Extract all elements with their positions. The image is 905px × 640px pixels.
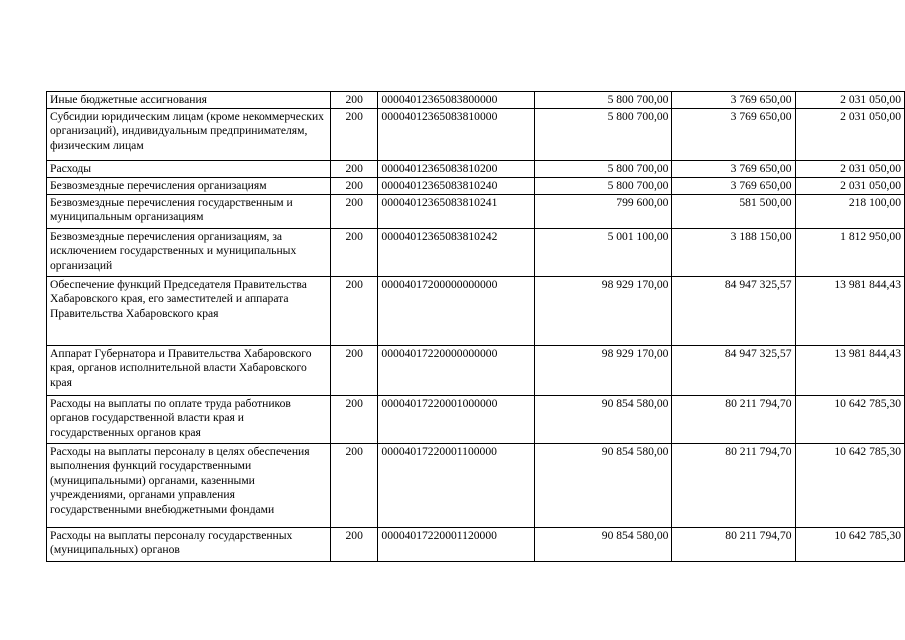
row-unexecuted-cell: 2 031 050,00: [795, 177, 904, 194]
row-code-cell: 200: [330, 194, 377, 228]
row-code-cell: 200: [330, 92, 377, 109]
row-classification-cell: 00004017220001000000: [378, 395, 534, 443]
row-assigned-cell: 98 929 170,00: [534, 276, 672, 345]
row-executed-cell: 3 769 650,00: [672, 92, 795, 109]
row-classification-cell: 00004012365083810242: [378, 228, 534, 276]
row-name-cell: Расходы на выплаты по оплате труда работников органов государственной власти края и государственных органов края: [47, 395, 331, 443]
row-name-cell: Обеспечение функций Председателя Правительства Хабаровского края, его заместителей и аппарата Правительства Хабаровского края: [47, 276, 331, 345]
row-classification-cell: 00004012365083810241: [378, 194, 534, 228]
row-unexecuted-cell: 1 812 950,00: [795, 228, 904, 276]
row-classification-cell: 00004012365083800000: [378, 92, 534, 109]
row-classification-cell: 00004012365083810000: [378, 108, 534, 160]
row-classification-cell: 00004017220000000000: [378, 345, 534, 395]
row-unexecuted-cell: 13 981 844,43: [795, 276, 904, 345]
row-executed-cell: 3 769 650,00: [672, 177, 795, 194]
row-classification-cell: 00004017200000000000: [378, 276, 534, 345]
row-code-cell: 200: [330, 527, 377, 561]
row-name-cell: Расходы на выплаты персоналу в целях обеспечения выполнения функций государственными (муниципальными) органами, казенными учреждениями, органами управления государственными внебюджетными фондами: [47, 443, 331, 527]
row-classification-cell: 00004012365083810200: [378, 160, 534, 177]
row-code-cell: 200: [330, 177, 377, 194]
row-classification-cell: 00004017220001100000: [378, 443, 534, 527]
row-assigned-cell: 5 800 700,00: [534, 92, 672, 109]
table-row: [47, 527, 905, 561]
row-name-cell: Расходы: [47, 160, 331, 177]
table-row: [47, 92, 905, 109]
table-row: [47, 228, 905, 276]
row-name-cell: Расходы на выплаты персоналу государственных (муниципальных) органов: [47, 527, 331, 561]
table-row: [47, 276, 905, 345]
row-classification-cell: 00004017220001120000: [378, 527, 534, 561]
row-code-cell: 200: [330, 345, 377, 395]
table-row: [47, 345, 905, 395]
row-code-cell: 200: [330, 108, 377, 160]
row-name-cell: Безвозмездные перечисления организациям: [47, 177, 331, 194]
row-name-cell: Аппарат Губернатора и Правительства Хабаровского края, органов исполнительной власти Хабаровского края: [47, 345, 331, 395]
row-assigned-cell: 90 854 580,00: [534, 395, 672, 443]
row-code-cell: 200: [330, 160, 377, 177]
table-row: [47, 108, 905, 160]
row-executed-cell: 84 947 325,57: [672, 276, 795, 345]
row-unexecuted-cell: 10 642 785,30: [795, 443, 904, 527]
row-assigned-cell: 5 800 700,00: [534, 108, 672, 160]
row-code-cell: 200: [330, 395, 377, 443]
row-executed-cell: 80 211 794,70: [672, 527, 795, 561]
row-unexecuted-cell: 2 031 050,00: [795, 108, 904, 160]
row-classification-cell: 00004012365083810240: [378, 177, 534, 194]
row-assigned-cell: 90 854 580,00: [534, 443, 672, 527]
row-executed-cell: 3 769 650,00: [672, 160, 795, 177]
row-executed-cell: 84 947 325,57: [672, 345, 795, 395]
budget-execution-table: [46, 91, 905, 562]
row-executed-cell: 3 769 650,00: [672, 108, 795, 160]
row-unexecuted-cell: 10 642 785,30: [795, 395, 904, 443]
row-unexecuted-cell: 2 031 050,00: [795, 160, 904, 177]
row-executed-cell: 581 500,00: [672, 194, 795, 228]
row-code-cell: 200: [330, 276, 377, 345]
table-row: [47, 194, 905, 228]
table-row: [47, 443, 905, 527]
row-unexecuted-cell: 13 981 844,43: [795, 345, 904, 395]
row-executed-cell: 3 188 150,00: [672, 228, 795, 276]
row-name-cell: Иные бюджетные ассигнования: [47, 92, 331, 109]
row-unexecuted-cell: 218 100,00: [795, 194, 904, 228]
row-name-cell: Безвозмездные перечисления государственным и муниципальным организациям: [47, 194, 331, 228]
row-assigned-cell: 98 929 170,00: [534, 345, 672, 395]
table-row: [47, 160, 905, 177]
row-executed-cell: 80 211 794,70: [672, 395, 795, 443]
row-assigned-cell: 799 600,00: [534, 194, 672, 228]
row-unexecuted-cell: 2 031 050,00: [795, 92, 904, 109]
row-code-cell: 200: [330, 228, 377, 276]
row-code-cell: 200: [330, 443, 377, 527]
table-row: [47, 177, 905, 194]
row-assigned-cell: 5 800 700,00: [534, 160, 672, 177]
row-unexecuted-cell: 10 642 785,30: [795, 527, 904, 561]
table-row: [47, 395, 905, 443]
row-executed-cell: 80 211 794,70: [672, 443, 795, 527]
row-assigned-cell: 5 800 700,00: [534, 177, 672, 194]
row-assigned-cell: 5 001 100,00: [534, 228, 672, 276]
row-assigned-cell: 90 854 580,00: [534, 527, 672, 561]
row-name-cell: Субсидии юридическим лицам (кроме некоммерческих организаций), индивидуальным предпринимателям, физическим лицам: [47, 108, 331, 160]
row-name-cell: Безвозмездные перечисления организациям, за исключением государственных и муниципальных организаций: [47, 228, 331, 276]
